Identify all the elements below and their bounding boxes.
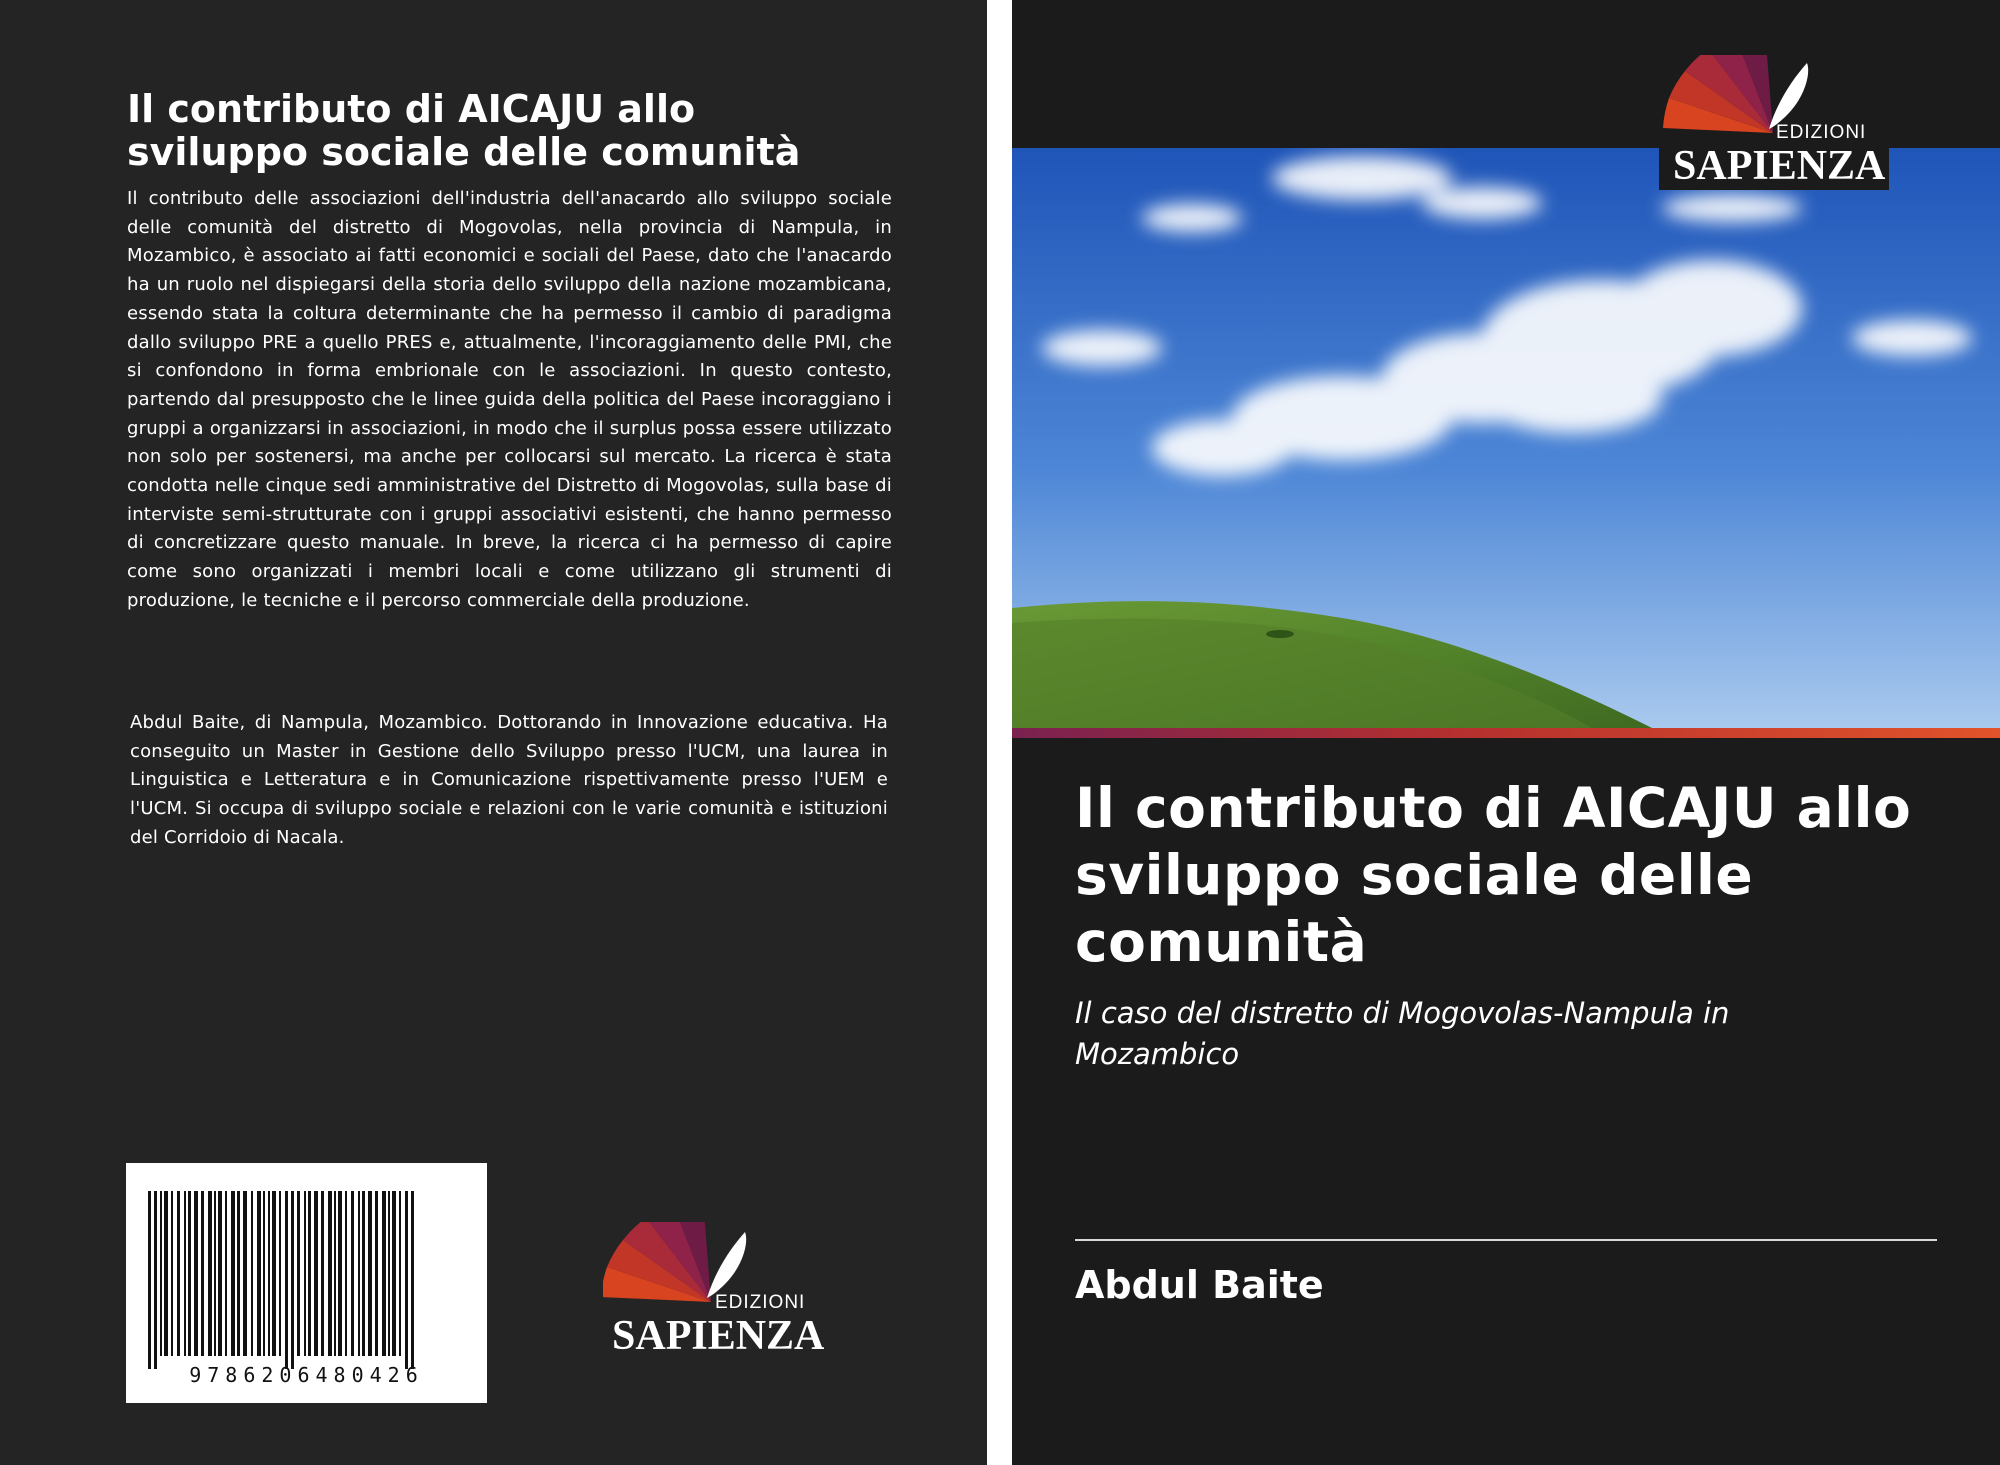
front-cover (1012, 0, 2000, 1465)
publisher-logo-back (603, 1222, 823, 1357)
publisher-edizioni-label: EDIZIONI (1776, 122, 1867, 143)
barcode-bar (251, 1191, 253, 1356)
barcode-bar (304, 1191, 306, 1356)
barcode-bar (405, 1191, 408, 1369)
barcode-bar (268, 1191, 270, 1356)
barcode-bar (184, 1191, 186, 1356)
spine (987, 0, 1012, 1465)
barcode-bar (338, 1191, 342, 1356)
publisher-name: SAPIENZA (1673, 143, 1886, 189)
barcode-bar (362, 1191, 365, 1356)
barcode-bar (171, 1191, 173, 1356)
back-cover-title: Il contributo di AICAJU allo sviluppo sociale delle comunità (127, 87, 801, 174)
barcode-bar (399, 1191, 401, 1356)
barcode-bar (285, 1191, 288, 1369)
barcode-bar (263, 1191, 265, 1356)
publisher-name: SAPIENZA (612, 1313, 825, 1359)
barcode-bar (308, 1191, 311, 1356)
barcode-bar (194, 1191, 198, 1356)
front-cover-author: Abdul Baite (1075, 1263, 1324, 1307)
barcode-bar (188, 1191, 191, 1356)
barcode-bar (279, 1191, 281, 1356)
front-cover-subtitle: Il caso del distretto di Mogovolas-Nampula in Mozambico (1075, 996, 1730, 1071)
accent-stripe (1012, 728, 2000, 738)
barcode-bar (314, 1191, 318, 1356)
publisher-edizioni-label: EDIZIONI (715, 1292, 806, 1313)
barcode-bar (160, 1191, 162, 1356)
front-cover-title: Il contributo di AICAJU allo sviluppo sociale delle comunità (1075, 776, 1912, 974)
barcode-bar (334, 1191, 336, 1356)
barcode-bar (218, 1191, 222, 1356)
barcode-bar (208, 1191, 212, 1356)
back-cover-description: Il contributo delle associazioni dell'industria dell'anacardo allo sviluppo sociale delle comunità del distretto di Mogovolas, nella provincia di Nampula, in Mozambico, è associato ai fatti economici e sociali del Paese, dato che l'anacardo ha un ruolo nel dispiegarsi della storia dello sviluppo della nazione mozambicana, essendo stata la coltura determinante che ha permesso il cambio di paradigma dallo sviluppo PRE a quello PRES e, attualmente, l'incoraggiamento delle PMI, che si confondono in forma embrionale con le associazioni. In questo contesto, partendo dal presupposto che le linee guida della politica del Paese incoraggiano i gruppi a organizzarsi in associazioni, in modo che il surplus possa essere utilizzato non solo per sostenersi, ma anche per collocarsi sul mercato. La ricerca è stata condotta nelle cinque sedi amministrative del Distretto di Mogovolas, sulla base di interviste semi-strutturate con i gruppi associativi esistenti, che hanno permesso di concretizzare questo manuale. In breve, la ricerca ci ha permesso di capire come sono organizzati i membri locali e come utilizzano gli strumenti di produzione, le tecniche e il percorso commerciale della produzione. (127, 188, 892, 611)
barcode-bar (328, 1191, 332, 1356)
back-cover (0, 0, 987, 1465)
barcode-bar (225, 1191, 227, 1356)
barcode-bar (411, 1191, 414, 1369)
barcode-bar (392, 1191, 396, 1356)
barcode-bar (388, 1191, 390, 1356)
barcode-bar (177, 1191, 180, 1356)
barcode-bar (154, 1191, 157, 1369)
barcode-bar (214, 1191, 216, 1356)
barcode-bar (243, 1191, 247, 1356)
barcode-bar (351, 1191, 354, 1356)
title-author-divider (1075, 1239, 1937, 1241)
barcode-bar (164, 1191, 168, 1356)
barcode-bar (272, 1191, 276, 1356)
barcode-bar (358, 1191, 360, 1356)
barcode-bar (201, 1191, 204, 1356)
barcode-bar (368, 1191, 372, 1356)
barcode-digits: 9786206480426 (189, 1363, 424, 1387)
author-biography: Abdul Baite, di Nampula, Mozambico. Dottorando in Innovazione educativa. Ha conseguito un Master in Gestione dello Sviluppo presso l'UCM, una laurea in Linguistica e Letteratura e in Comunicazione rispettivamente presso l'UEM e l'UCM. Si occupa di sviluppo sociale e relazioni con le varie comunità e istituzioni del Corridoio di Nacala. (130, 712, 888, 848)
barcode-bar (231, 1191, 235, 1356)
barcode-bar (375, 1191, 378, 1356)
barcode-bar (321, 1191, 324, 1356)
barcode-bar (345, 1191, 347, 1356)
barcode-bar (297, 1191, 300, 1356)
barcode-bar (382, 1191, 386, 1356)
isbn-barcode (126, 1163, 487, 1403)
barcode-bar (237, 1191, 240, 1356)
cover-photo-sky-and-meadow (1012, 148, 2000, 728)
barcode-bar (291, 1191, 294, 1369)
barcode-bar (148, 1191, 151, 1369)
publisher-logo-front (1659, 55, 1889, 190)
barcode-bar (257, 1191, 261, 1356)
